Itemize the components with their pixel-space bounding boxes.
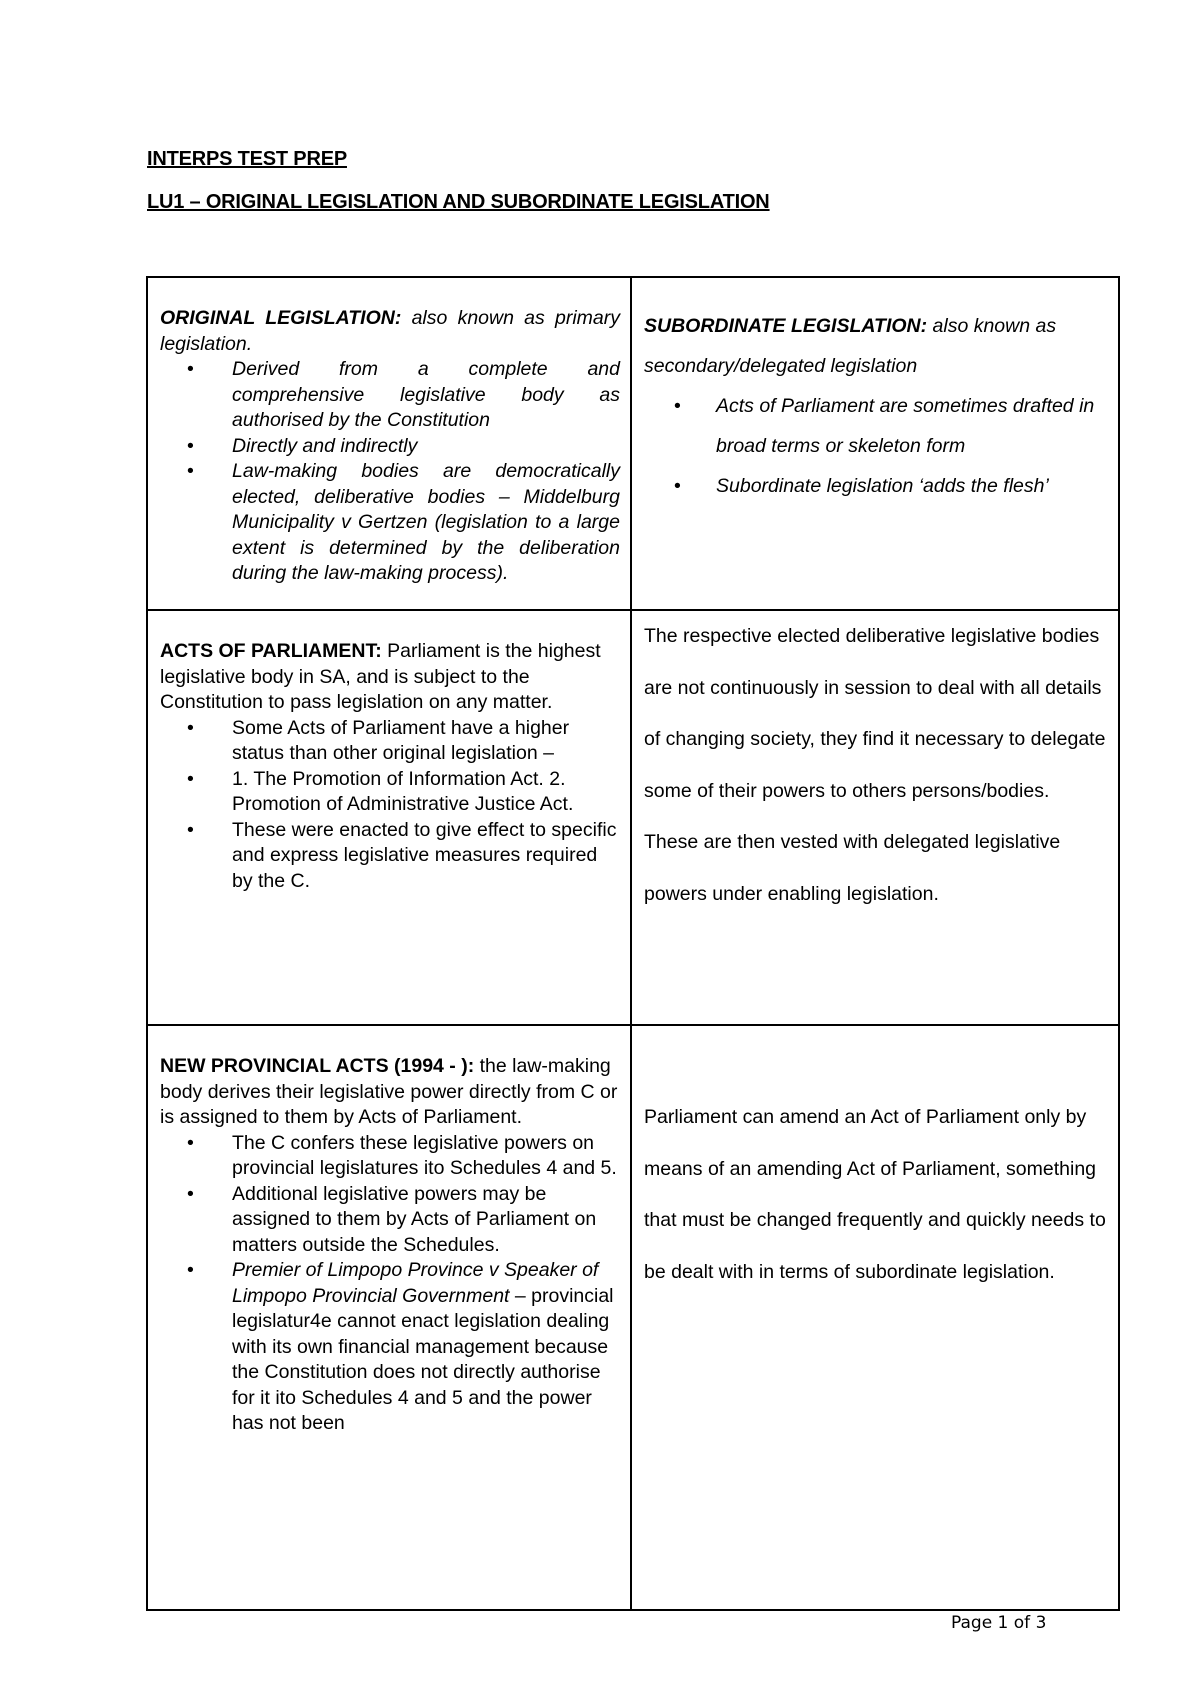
cell-delegation-explanation bbox=[631, 610, 1119, 1025]
cell-heading: NEW PROVINCIAL ACTS (1994 - ): bbox=[160, 1055, 475, 1077]
list-item: • These were enacted to give effect to specific and express legislative measures required by the C. bbox=[232, 818, 618, 895]
cell-intro: Parliament is the highest legislative body in SA, and is subject to the Constitution to pass legislation on any matter. bbox=[160, 640, 601, 713]
list-item: • Derived from a complete and comprehensive legislative body as authorised by the Constitution bbox=[232, 357, 620, 434]
list-item: • Directly and indirectly bbox=[232, 434, 620, 460]
cell-intro: also known as secondary/delegated legislation bbox=[644, 315, 1057, 377]
cell-original-legislation bbox=[147, 277, 631, 610]
notes-table bbox=[146, 276, 1120, 1611]
document-title: INTERPS TEST PREP bbox=[147, 148, 347, 170]
cell-heading: SUBORDINATE LEGISLATION: bbox=[644, 315, 928, 337]
cell-paragraph: The respective elected deliberative legislative bodies are not continuously in session to deal with all details of changing society, they find it necessary to delegate some of their powers to others persons/bodies. These are then vested with delegated legislative powers under enabling legislation. bbox=[644, 625, 1106, 905]
list-item: • Some Acts of Parliament have a higher status than other original legislation – bbox=[232, 716, 618, 767]
list-item: • The C confers these legislative powers on provincial legislatures ito Schedules 4 and 5. bbox=[232, 1131, 618, 1182]
case-text: – provincial legislatur4e cannot enact legislation dealing with its own financial management because the Constitution does not directly authorise for it ito Schedules 4 and 5 and the power has not been bbox=[232, 1284, 614, 1434]
list-item: • Law-making bodies are democratically elected, deliberative bodies – Middelburg Municipality v Gertzen (legislation to a large extent is determined by the deliberation during the law-making process). bbox=[232, 459, 620, 587]
bullet-list bbox=[160, 716, 618, 895]
list-item: • Additional legislative powers may be assigned to them by Acts of Parliament on matters outside the Schedules. bbox=[232, 1182, 618, 1259]
list-item: • Subordinate legislation ‘adds the flesh’ bbox=[716, 466, 1106, 506]
bullet-list bbox=[644, 386, 1106, 506]
page-number: Page 1 of 3 bbox=[951, 1613, 1047, 1633]
cell-paragraph: Parliament can amend an Act of Parliament only by means of an amending Act of Parliament, something that must be changed frequently and quickly needs to be dealt with in terms of subordinate legislation. bbox=[644, 1106, 1106, 1283]
table-row bbox=[147, 610, 1119, 1025]
cell-heading: ACTS OF PARLIAMENT: bbox=[160, 640, 382, 662]
cell-paragraph bbox=[160, 639, 618, 716]
cell-paragraph bbox=[160, 1054, 618, 1131]
list-item bbox=[232, 1258, 618, 1437]
table-row bbox=[147, 277, 1119, 610]
cell-acts-of-parliament bbox=[147, 610, 631, 1025]
table-row bbox=[147, 1025, 1119, 1610]
cell-subordinate-legislation bbox=[631, 277, 1119, 610]
list-item: • Acts of Parliament are sometimes drafted in broad terms or skeleton form bbox=[716, 386, 1106, 466]
cell-heading: ORIGINAL LEGISLATION: bbox=[160, 307, 402, 329]
cell-paragraph bbox=[160, 306, 620, 357]
case-name: Premier of Limpopo Province v Speaker of Limpopo Provincial Government bbox=[232, 1259, 599, 1307]
cell-intro: also known as primary legislation. bbox=[160, 307, 620, 355]
bullet-list bbox=[160, 357, 620, 587]
list-item: • 1. The Promotion of Information Act. 2. Promotion of Administrative Justice Act. bbox=[232, 767, 618, 818]
cell-amendment-explanation bbox=[631, 1025, 1119, 1610]
bullet-list bbox=[160, 1131, 618, 1437]
cell-new-provincial-acts bbox=[147, 1025, 631, 1610]
cell-intro: the law-making body derives their legislative power directly from C or is assigned to them by Acts of Parliament. bbox=[160, 1055, 618, 1128]
cell-paragraph bbox=[644, 306, 1106, 386]
document-subtitle: LU1 – ORIGINAL LEGISLATION AND SUBORDINATE LEGISLATION bbox=[147, 191, 770, 213]
